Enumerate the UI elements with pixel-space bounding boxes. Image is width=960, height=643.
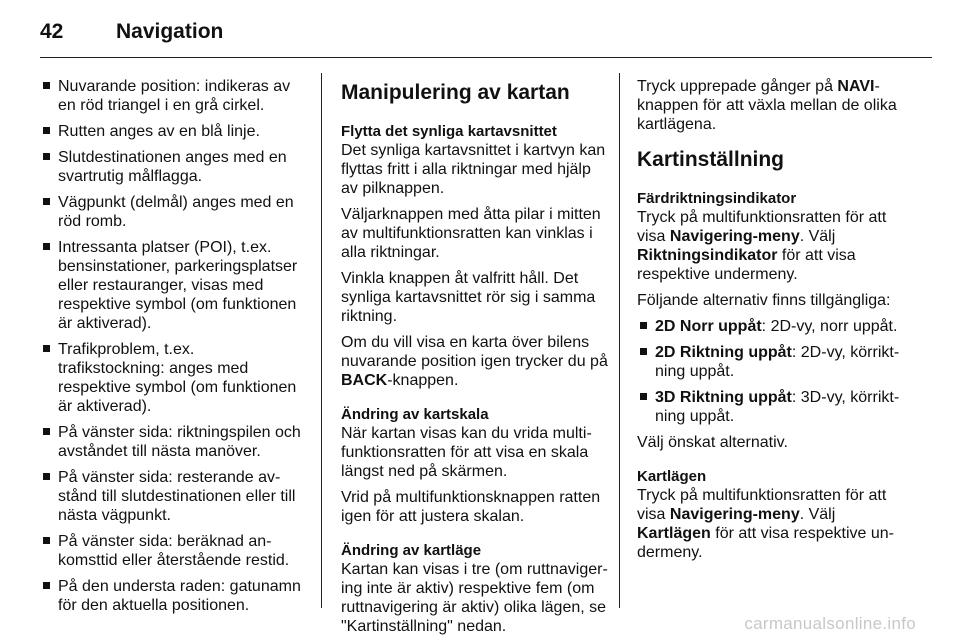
list-item: Slutdestinationen anges med en svartrutig målflagga.: [40, 148, 305, 186]
bullet-square-icon: [43, 82, 50, 89]
paragraph: Tryck på multifunktionsratten för att visa Navigering-meny. Välj Kartlägen för att visa respektive undermeny.: [637, 487, 894, 561]
bullet-square-icon: [43, 243, 50, 250]
list-item: På vänster sida: resterande avstånd till slutdestinationen eller till nästa vägpunkt.: [40, 468, 305, 525]
column-divider-1: [321, 73, 322, 608]
paragraph: Tryck på multifunktionsratten för att visa Navigering-meny. Välj Riktningsindikator för att visa respektive undermeny.: [637, 209, 887, 283]
page-number: 42: [40, 20, 64, 43]
section-heading: Manipulering av kartan: [341, 81, 570, 104]
paragraph: Följande alternativ finns tillgängliga:: [637, 292, 891, 309]
subsection-title: Kartlägen: [637, 468, 707, 485]
list-item: På vänster sida: beräknad ankomsttid eller återstående restid.: [40, 532, 305, 570]
paragraph: Tryck upprepade gånger på NAVI-knappen för att växla mellan de olika kartlägena.: [637, 78, 897, 133]
header-rule: [40, 57, 932, 58]
paragraph: Vinkla knappen åt valfritt håll. Det synliga kartavsnittet rör sig i samma riktning.: [341, 270, 596, 325]
list-item: På vänster sida: riktningspilen och avståndet till nästa manöver.: [40, 423, 305, 461]
bullet-square-icon: [640, 348, 647, 355]
column-2: [341, 77, 609, 643]
paragraph: Välj önskat alternativ.: [637, 434, 788, 451]
bullet-square-icon: [43, 473, 50, 480]
bullet-square-icon: [640, 322, 647, 329]
list-item: 3D Riktning uppåt: 3D-vy, körriktning uppåt.: [637, 388, 907, 426]
column-divider-2: [619, 73, 620, 608]
watermark: carmanualsonline.info: [744, 614, 916, 633]
subsection-title: Ändring av kartläge: [341, 542, 482, 559]
bullet-square-icon: [43, 153, 50, 160]
list-item: Rutten anges av en blå linje.: [40, 122, 305, 141]
bullet-square-icon: [43, 428, 50, 435]
list-item: 2D Norr uppåt: 2D-vy, norr uppåt.: [637, 317, 907, 336]
paragraph: Om du vill visa en karta över bilens nuvarande position igen trycker du på BACK-knappen.: [341, 334, 608, 389]
list-item: På den understa raden: gatunamn för den aktuella positionen.: [40, 577, 305, 615]
list-item: Vägpunkt (delmål) anges med en röd romb.: [40, 193, 305, 231]
list-item: Intressanta platser (POI), t.ex. bensinstationer, parkeringsplatser eller restauranger, visas med respektive symbol (om funktionen är aktiverad).: [40, 238, 305, 333]
paragraph: När kartan visas kan du vrida multifunktionsratten för att visa en skala längst ned på skärmen.: [341, 425, 592, 480]
list-item: Nuvarande position: indikeras av en röd triangel i en grå cirkel.: [40, 77, 305, 115]
column-3: [637, 77, 907, 569]
back-button-label: BACK: [341, 372, 388, 389]
bullet-square-icon: [43, 198, 50, 205]
list-item: Trafikproblem, t.ex. trafikstockning: anges med respektive symbol (om funktionen är aktiverad).: [40, 340, 305, 416]
navi-button-label: NAVI: [837, 78, 875, 95]
paragraph: Kartan kan visas i tre (om ruttnavigering inte är aktiv) respektive fem (om ruttnavigering är aktiv) olika lägen, se "Kartinställning" nedan.: [341, 561, 608, 635]
paragraph: Väljarknappen med åtta pilar i mitten av multifunktionsratten kan vinklas i alla riktningar.: [341, 206, 601, 261]
bullet-square-icon: [43, 537, 50, 544]
paragraph: Det synliga kartavsnittet i kartvyn kan flyttas fritt i alla riktningar med hjälp av pilknappen.: [341, 142, 606, 197]
list-item: 2D Riktning uppåt: 2D-vy, körriktning uppåt.: [637, 343, 907, 381]
page-header: [40, 14, 223, 50]
subsection-title: Flytta det synliga kartavsnittet: [341, 123, 557, 140]
bullet-square-icon: [43, 345, 50, 352]
map-symbols-list: [40, 77, 305, 615]
options-list: [637, 317, 907, 426]
bullet-square-icon: [43, 582, 50, 589]
bullet-square-icon: [43, 127, 50, 134]
section-title: Navigation: [116, 20, 224, 43]
section-heading: Kartinställning: [637, 148, 785, 171]
bullet-square-icon: [640, 393, 647, 400]
paragraph: Vrid på multifunktionsknappen ratten igen för att justera skalan.: [341, 489, 601, 525]
subsection-title: Ändring av kartskala: [341, 406, 489, 423]
subsection-title: Färdriktningsindikator: [637, 190, 797, 207]
column-1: [40, 77, 305, 622]
